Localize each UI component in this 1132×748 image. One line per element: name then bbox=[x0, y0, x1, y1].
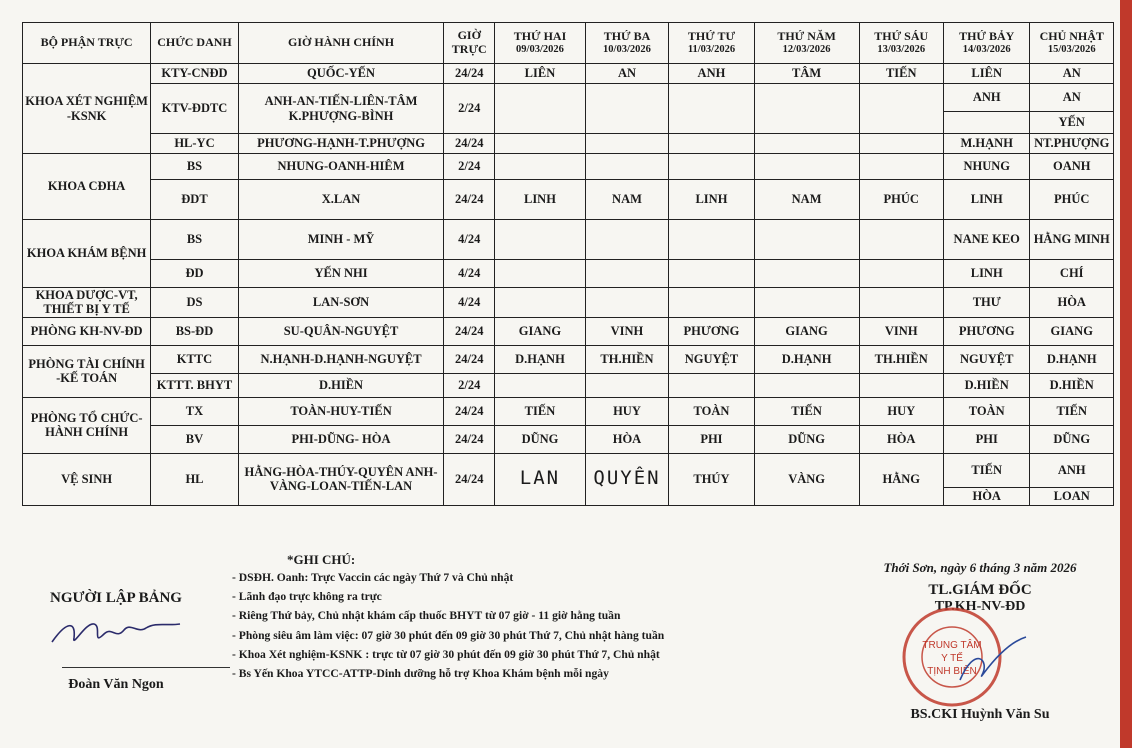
table-row bbox=[23, 64, 1114, 84]
col-header-title: CHỨC DANH bbox=[151, 23, 239, 64]
roster-body bbox=[23, 64, 1114, 506]
dept-cell: KHOA CĐHA bbox=[23, 154, 151, 220]
col-header-dept: BỘ PHẬN TRỰC bbox=[23, 23, 151, 64]
maker-name: Đoàn Văn Ngon bbox=[68, 677, 164, 692]
day-cell: TIẾN bbox=[754, 397, 859, 425]
col-header-day: THỨ SÁU 13/03/2026 bbox=[859, 23, 943, 64]
role-cell: BV bbox=[151, 425, 239, 453]
note-line: - Riêng Thứ bảy, Chủ nhật khám cấp thuốc BHYT từ 07 giờ - 11 giờ hằng tuần bbox=[232, 609, 621, 623]
role-cell: HL-YC bbox=[151, 134, 239, 154]
col-header-day: CHỦ NHẬT 15/03/2026 bbox=[1030, 23, 1114, 64]
day-cell bbox=[585, 373, 668, 397]
day-cell: TH.HIỀN bbox=[585, 345, 668, 373]
day-cell bbox=[585, 154, 668, 180]
day-cell bbox=[669, 220, 754, 260]
day-cell: LINH bbox=[669, 180, 754, 220]
shift-cell: 24/24 bbox=[444, 317, 495, 345]
table-row bbox=[23, 180, 1114, 220]
col-header-day: THỨ BA 10/03/2026 bbox=[585, 23, 668, 64]
day-cell: HUY bbox=[585, 397, 668, 425]
day-cell: AN bbox=[1030, 64, 1114, 84]
day-cell bbox=[754, 260, 859, 288]
day-cell bbox=[754, 84, 859, 134]
table-row bbox=[23, 220, 1114, 260]
day-cell: TOÀN bbox=[669, 397, 754, 425]
role-cell: KTV-ĐDTC bbox=[151, 84, 239, 134]
day-cell: TIẾN bbox=[943, 453, 1030, 487]
role-cell: ĐD bbox=[151, 260, 239, 288]
day-cell: TIẾN bbox=[859, 64, 943, 84]
day-cell: THÚY bbox=[669, 453, 754, 505]
shift-cell: 4/24 bbox=[444, 220, 495, 260]
day-cell: PHI bbox=[669, 425, 754, 453]
col-header-day: THỨ BẢY 14/03/2026 bbox=[943, 23, 1030, 64]
shift-cell: 24/24 bbox=[444, 180, 495, 220]
notes-block bbox=[232, 552, 664, 686]
col-header-hours: GIỜ HÀNH CHÍNH bbox=[238, 23, 444, 64]
day-cell: OANH bbox=[1030, 154, 1114, 180]
staff-cell: D.HIỀN bbox=[238, 373, 444, 397]
day-cell: VÀNG bbox=[754, 453, 859, 505]
approver-name: BS.CKI Huỳnh Văn Su bbox=[910, 707, 1050, 722]
maker-block bbox=[36, 590, 196, 693]
shift-cell: 2/24 bbox=[444, 373, 495, 397]
note-line: - Bs Yến Khoa YTCC-ATTP-Dinh dưỡng hỗ trợ Khoa Khám bệnh mỗi ngày bbox=[232, 666, 609, 680]
col-header-day: THỨ TƯ 11/03/2026 bbox=[669, 23, 754, 64]
shift-cell: 24/24 bbox=[444, 134, 495, 154]
day-cell: TOÀN bbox=[943, 397, 1030, 425]
day-cell: DŨNG bbox=[754, 425, 859, 453]
day-cell: NAM bbox=[585, 180, 668, 220]
day-cell bbox=[859, 84, 943, 134]
day-cell: NGUYỆT bbox=[669, 345, 754, 373]
day-cell: TÂM bbox=[754, 64, 859, 84]
day-cell: LIÊN bbox=[495, 64, 586, 84]
shift-cell: 2/24 bbox=[444, 154, 495, 180]
day-cell bbox=[754, 373, 859, 397]
table-row bbox=[23, 317, 1114, 345]
table-row bbox=[23, 425, 1114, 453]
note-line: - DSĐH. Oanh: Trực Vaccin các ngày Thứ 7 và Chủ nhật bbox=[232, 571, 514, 584]
table-row bbox=[23, 453, 1114, 487]
note-line: - Khoa Xét nghiệm-KSNK : trực từ 07 giờ 30 phút đến 09 giờ 30 phút Thứ 7, Chủ nhật bbox=[232, 647, 660, 661]
staff-cell: X.LAN bbox=[238, 180, 444, 220]
dept-cell: PHÒNG TÀI CHÍNH -KẾ TOÁN bbox=[23, 345, 151, 397]
day-cell: AN bbox=[585, 64, 668, 84]
day-cell: HÒA bbox=[859, 425, 943, 453]
notes-title: *GHI CHÚ: bbox=[287, 552, 356, 567]
day-cell bbox=[754, 288, 859, 318]
day-cell bbox=[754, 154, 859, 180]
staff-cell: LAN-SƠN bbox=[238, 288, 444, 318]
day-cell: PHÚC bbox=[1030, 180, 1114, 220]
day-cell bbox=[669, 373, 754, 397]
role-cell: KTTC bbox=[151, 345, 239, 373]
day-cell: D.HIỀN bbox=[1030, 373, 1114, 397]
day-cell bbox=[495, 373, 586, 397]
day-cell: DŨNG bbox=[495, 425, 586, 453]
stamp-line-1: TRUNG TÂM bbox=[922, 640, 982, 651]
day-cell bbox=[669, 134, 754, 154]
col-header-day: THỨ NĂM 12/03/2026 bbox=[754, 23, 859, 64]
day-cell bbox=[859, 134, 943, 154]
day-cell: DŨNG bbox=[1030, 425, 1114, 453]
day-cell: GIANG bbox=[754, 317, 859, 345]
day-cell bbox=[859, 373, 943, 397]
day-cell: NHUNG bbox=[943, 154, 1030, 180]
dept-cell: PHÒNG KH-NV-ĐD bbox=[23, 317, 151, 345]
day-cell bbox=[859, 154, 943, 180]
day-cell: THƯ bbox=[943, 288, 1030, 318]
table-row bbox=[23, 345, 1114, 373]
day-cell: ANH bbox=[943, 84, 1030, 112]
table-row bbox=[23, 397, 1114, 425]
day-cell bbox=[754, 220, 859, 260]
day-cell bbox=[943, 112, 1030, 134]
shift-cell: 24/24 bbox=[444, 64, 495, 84]
day-cell: D.HẠNH bbox=[1030, 345, 1114, 373]
note-line: - Lãnh đạo trực không ra trực bbox=[232, 590, 382, 604]
role-cell: BS-ĐD bbox=[151, 317, 239, 345]
note-line: - Phòng siêu âm làm việc: 07 giờ 30 phút đến 09 giờ 30 phút Thứ 7, Chủ nhật hàng tuần bbox=[232, 628, 665, 642]
day-cell: ANH bbox=[669, 64, 754, 84]
dept-cell: KHOA DƯỢC-VT, THIẾT BỊ Y TẾ bbox=[23, 288, 151, 318]
staff-cell: PHI-DŨNG- HÒA bbox=[238, 425, 444, 453]
shift-cell: 24/24 bbox=[444, 453, 495, 505]
stamp-line-3: TỊNH BIÊN bbox=[927, 666, 977, 677]
day-cell bbox=[495, 134, 586, 154]
stamp-line-2: Y TẾ bbox=[941, 653, 963, 664]
red-edge-mark bbox=[1120, 0, 1132, 748]
day-cell: LOAN bbox=[1030, 487, 1114, 505]
day-cell: PHƯƠNG bbox=[669, 317, 754, 345]
day-cell: HẰNG bbox=[859, 453, 943, 505]
day-cell: HÒA bbox=[585, 425, 668, 453]
day-cell: HÒA bbox=[943, 487, 1030, 505]
day-cell: NT.PHƯỢNG bbox=[1030, 134, 1114, 154]
approval-title-1: TL.GIÁM ĐỐC bbox=[928, 582, 1032, 598]
day-cell: NANE KEO bbox=[943, 220, 1030, 260]
day-cell bbox=[495, 220, 586, 260]
official-stamp bbox=[900, 605, 1030, 710]
day-cell: GIANG bbox=[1030, 317, 1114, 345]
day-cell bbox=[495, 260, 586, 288]
table-row bbox=[23, 154, 1114, 180]
day-cell bbox=[669, 288, 754, 318]
table-row bbox=[23, 373, 1114, 397]
shift-cell: 4/24 bbox=[444, 288, 495, 318]
day-cell bbox=[859, 260, 943, 288]
staff-cell: N.HẠNH-D.HẠNH-NGUYỆT bbox=[238, 345, 444, 373]
day-cell: LINH bbox=[943, 180, 1030, 220]
maker-signature bbox=[46, 612, 186, 654]
day-cell: TH.HIỀN bbox=[859, 345, 943, 373]
day-cell: QUYÊN bbox=[585, 453, 668, 505]
dept-cell: KHOA XÉT NGHIỆM -KSNK bbox=[23, 64, 151, 154]
day-cell bbox=[585, 288, 668, 318]
staff-cell: SU-QUÂN-NGUYỆT bbox=[238, 317, 444, 345]
day-cell bbox=[585, 260, 668, 288]
approval-title-2: TP.KH-NV-ĐD bbox=[934, 599, 1026, 614]
day-cell: LIÊN bbox=[943, 64, 1030, 84]
day-cell bbox=[669, 154, 754, 180]
staff-cell: ANH-AN-TIẾN-LIÊN-TÂM K.PHƯỢNG-BÌNH bbox=[238, 84, 444, 134]
day-cell: AN bbox=[1030, 84, 1114, 112]
staff-cell: PHƯƠNG-HẠNH-T.PHƯỢNG bbox=[238, 134, 444, 154]
day-cell: GIANG bbox=[495, 317, 586, 345]
staff-cell: QUỐC-YẾN bbox=[238, 64, 444, 84]
day-cell: D.HẠNH bbox=[754, 345, 859, 373]
day-cell: ANH bbox=[1030, 453, 1114, 487]
dept-cell: VỆ SINH bbox=[23, 453, 151, 505]
day-cell: D.HIỀN bbox=[943, 373, 1030, 397]
day-cell bbox=[495, 154, 586, 180]
table-header-row bbox=[23, 23, 1114, 64]
day-cell: LAN bbox=[495, 453, 586, 505]
table-row bbox=[23, 84, 1114, 112]
day-cell: PHƯƠNG bbox=[943, 317, 1030, 345]
day-cell bbox=[585, 134, 668, 154]
staff-cell: NHUNG-OANH-HIÊM bbox=[238, 154, 444, 180]
dept-cell: KHOA KHÁM BỆNH bbox=[23, 220, 151, 288]
shift-cell: 4/24 bbox=[444, 260, 495, 288]
day-cell bbox=[495, 84, 586, 134]
role-cell: ĐDT bbox=[151, 180, 239, 220]
dept-cell: PHÒNG TỔ CHỨC-HÀNH CHÍNH bbox=[23, 397, 151, 453]
maker-label: NGƯỜI LẬP BẢNG bbox=[50, 590, 182, 606]
staff-cell: HẰNG-HÒA-THÚY-QUYÊN ANH-VÀNG-LOAN-TIẾN-LAN bbox=[238, 453, 444, 505]
role-cell: DS bbox=[151, 288, 239, 318]
day-cell: D.HẠNH bbox=[495, 345, 586, 373]
staff-cell: MINH - MỸ bbox=[238, 220, 444, 260]
role-cell: KTTT. BHYT bbox=[151, 373, 239, 397]
maker-signature-line bbox=[62, 667, 230, 668]
day-cell: VINH bbox=[859, 317, 943, 345]
day-cell bbox=[859, 220, 943, 260]
day-cell: LINH bbox=[943, 260, 1030, 288]
role-cell: HL bbox=[151, 453, 239, 505]
day-cell: HÒA bbox=[1030, 288, 1114, 318]
day-cell: LINH bbox=[495, 180, 586, 220]
place-date: Thới Sơn, ngày 6 tháng 3 năm 2026 bbox=[883, 560, 1077, 575]
staff-cell: YẾN NHI bbox=[238, 260, 444, 288]
col-header-day: THỨ HAI 09/03/2026 bbox=[495, 23, 586, 64]
day-cell: HUY bbox=[859, 397, 943, 425]
table-row bbox=[23, 134, 1114, 154]
shift-cell: 24/24 bbox=[444, 397, 495, 425]
day-cell bbox=[669, 84, 754, 134]
col-header-shift: GIỜ TRỰC bbox=[444, 23, 495, 64]
day-cell bbox=[669, 260, 754, 288]
day-cell: NGUYỆT bbox=[943, 345, 1030, 373]
day-cell: NAM bbox=[754, 180, 859, 220]
day-cell: CHÍ bbox=[1030, 260, 1114, 288]
day-cell: YẾN bbox=[1030, 112, 1114, 134]
day-cell bbox=[754, 134, 859, 154]
day-cell bbox=[859, 288, 943, 318]
shift-cell: 2/24 bbox=[444, 84, 495, 134]
day-cell bbox=[495, 288, 586, 318]
role-cell: KTY-CNĐD bbox=[151, 64, 239, 84]
role-cell: BS bbox=[151, 154, 239, 180]
role-cell: TX bbox=[151, 397, 239, 425]
shift-cell: 24/24 bbox=[444, 345, 495, 373]
day-cell: TIẾN bbox=[495, 397, 586, 425]
table-row bbox=[23, 288, 1114, 318]
day-cell: PHI bbox=[943, 425, 1030, 453]
day-cell: M.HẠNH bbox=[943, 134, 1030, 154]
duty-roster-table bbox=[22, 22, 1114, 506]
day-cell: HẰNG MINH bbox=[1030, 220, 1114, 260]
day-cell: VINH bbox=[585, 317, 668, 345]
staff-cell: TOÀN-HUY-TIẾN bbox=[238, 397, 444, 425]
shift-cell: 24/24 bbox=[444, 425, 495, 453]
day-cell: PHÚC bbox=[859, 180, 943, 220]
day-cell bbox=[585, 84, 668, 134]
day-cell: TIẾN bbox=[1030, 397, 1114, 425]
table-row bbox=[23, 260, 1114, 288]
day-cell bbox=[585, 220, 668, 260]
role-cell: BS bbox=[151, 220, 239, 260]
